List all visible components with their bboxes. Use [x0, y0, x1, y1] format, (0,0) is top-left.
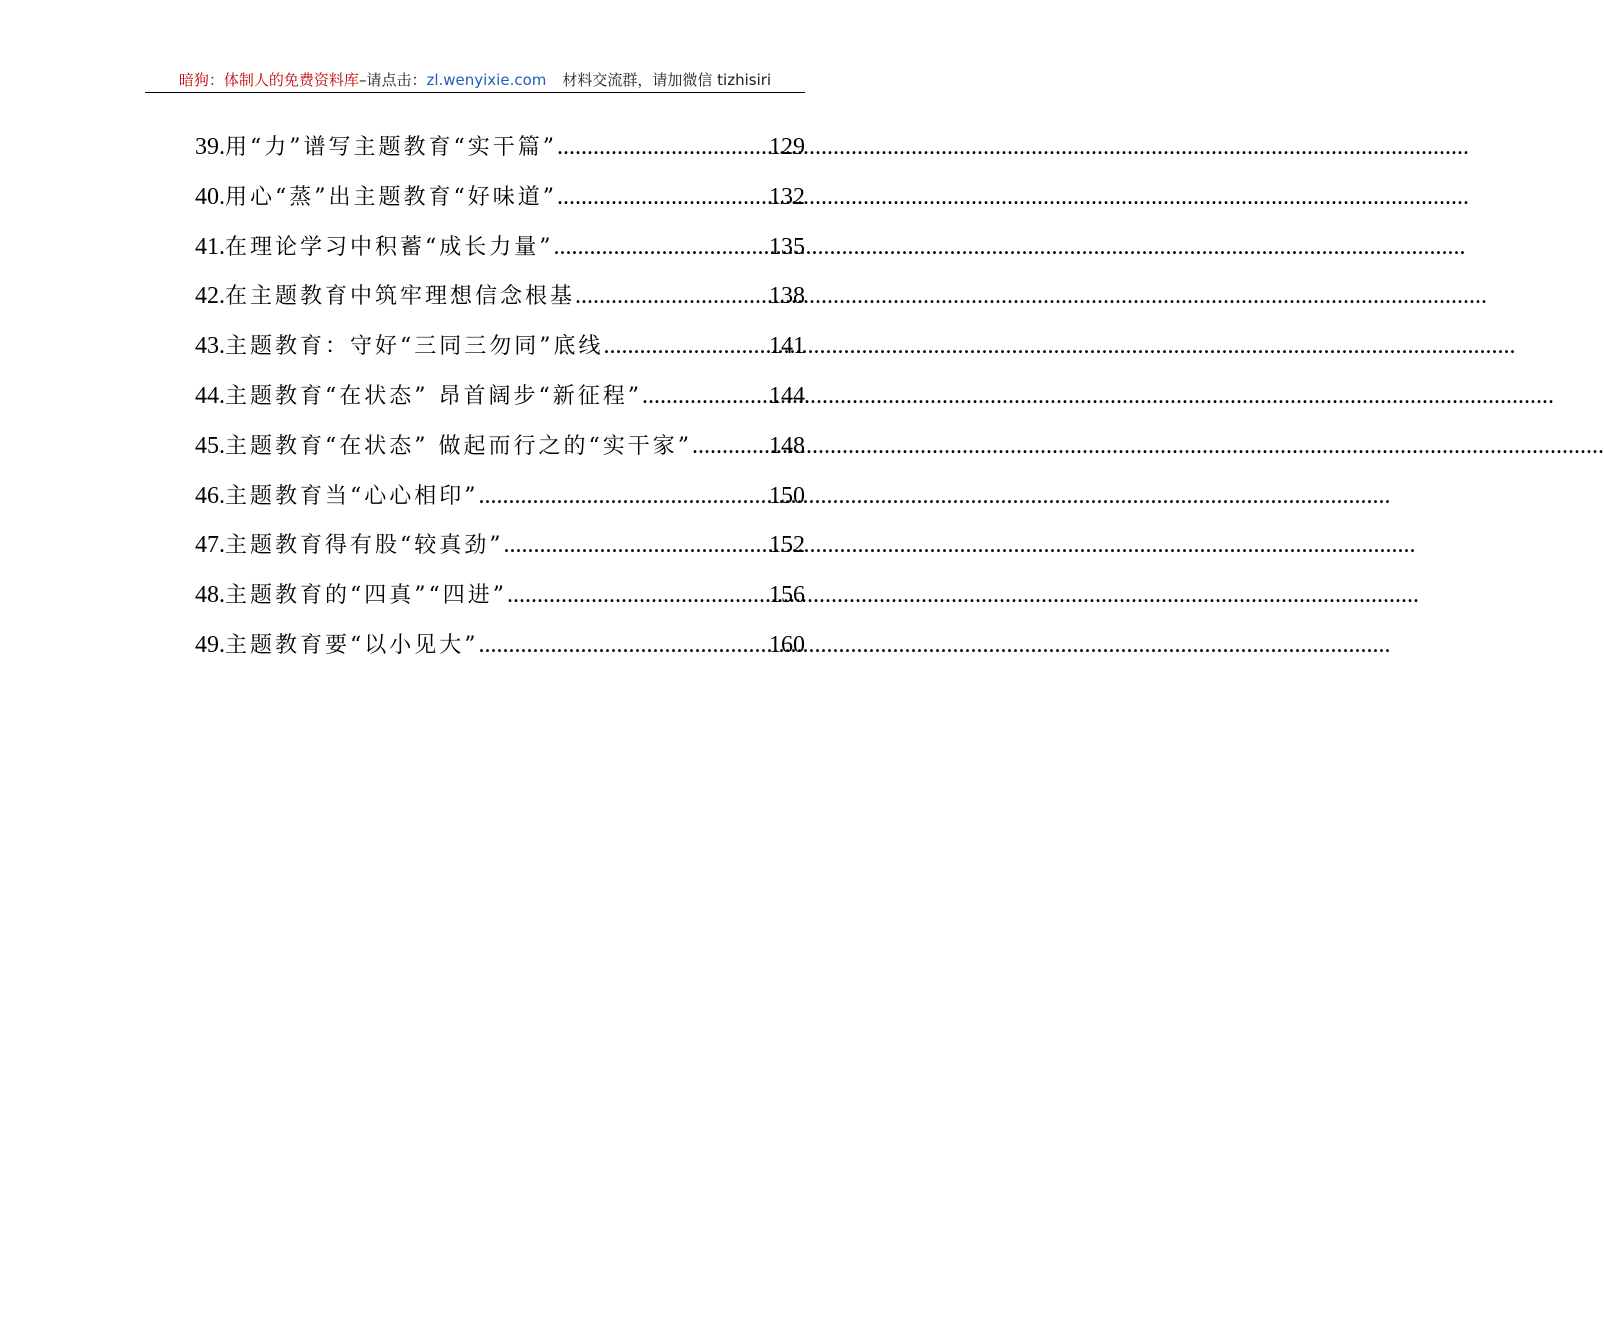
- toc-number: 42.: [195, 283, 225, 310]
- toc-page-number: 135: [769, 233, 805, 260]
- toc-number: 48.: [195, 582, 225, 609]
- toc-number: 45.: [195, 432, 225, 459]
- toc-leader-dots: [479, 472, 770, 522]
- toc-page-number: 152: [769, 532, 805, 559]
- toc-title: 在主题教育中筑牢理想信念根基: [225, 284, 576, 310]
- toc-item[interactable]: [195, 571, 805, 621]
- toc-title: 在理论学习中积蓄“成长力量”: [225, 234, 554, 260]
- toc-item[interactable]: [195, 372, 805, 422]
- toc-page-number: 129: [769, 134, 805, 160]
- toc-item[interactable]: [195, 521, 805, 571]
- toc-title: 主题教育的“四真”“四进”: [225, 583, 507, 609]
- toc-leader-dots: [692, 422, 769, 472]
- toc-title: 主题教育要“以小见大”: [225, 632, 479, 658]
- toc-number: 47.: [195, 532, 225, 559]
- toc-number: 43.: [195, 333, 225, 360]
- toc-page-number: 132: [769, 183, 805, 210]
- toc-item[interactable]: [195, 422, 805, 472]
- toc-number: 40.: [195, 183, 225, 210]
- header-link[interactable]: zl.wenyixie.com: [426, 71, 547, 89]
- toc-leader-dots: [479, 621, 770, 671]
- toc-leader-dots: [557, 173, 769, 223]
- toc-title: 主题教育“在状态” 昂首阔步“新征程”: [225, 383, 642, 409]
- toc-page-number: 141: [769, 333, 805, 360]
- toc-item[interactable]: [195, 123, 805, 173]
- toc-leader-dots: [642, 372, 769, 422]
- table-of-contents: [195, 123, 805, 671]
- toc-item[interactable]: [195, 272, 805, 322]
- toc-leader-dots: [557, 123, 769, 173]
- toc-item[interactable]: [195, 472, 805, 522]
- toc-title: 主题教育得有股“较真劲”: [225, 533, 504, 559]
- toc-item[interactable]: [195, 223, 805, 273]
- toc-number: 41.: [195, 233, 225, 260]
- toc-leader-dots: [507, 571, 769, 621]
- header-brand: 暗狗：体制人的免费资料库: [178, 71, 359, 89]
- toc-title: 用“力”谱写主题教育“实干篇”: [225, 135, 557, 160]
- header-group-text: 材料交流群，请加微信 tizhisiri: [562, 71, 772, 89]
- header-click-label: –请点击：: [358, 71, 427, 89]
- toc-page-number: 144: [769, 382, 805, 409]
- toc-number: 49.: [195, 631, 225, 658]
- toc-title: 用心“蒸”出主题教育“好味道”: [225, 184, 557, 210]
- toc-title: 主题教育“在状态” 做起而行之的“实干家”: [225, 433, 692, 459]
- toc-title: 主题教育当“心心相印”: [225, 483, 479, 509]
- toc-number: 44.: [195, 382, 225, 409]
- toc-leader-dots: [504, 521, 770, 571]
- toc-page-number: 156: [769, 582, 805, 609]
- toc-leader-dots: [604, 322, 770, 372]
- toc-number: 39.: [195, 134, 225, 160]
- toc-item[interactable]: [195, 621, 805, 671]
- toc-title: 主题教育：守好“三同三勿同”底线: [225, 334, 604, 360]
- toc-page-number: 148: [769, 432, 805, 459]
- toc-leader-dots: [554, 223, 770, 273]
- toc-page-number: 150: [769, 482, 805, 509]
- toc-item[interactable]: [195, 173, 805, 223]
- toc-page-number: 160: [769, 631, 805, 658]
- toc-number: 46.: [195, 482, 225, 509]
- toc-leader-dots: [575, 272, 769, 322]
- toc-item[interactable]: [195, 322, 805, 372]
- page-header: [145, 68, 805, 93]
- toc-page-number: 138: [769, 283, 805, 310]
